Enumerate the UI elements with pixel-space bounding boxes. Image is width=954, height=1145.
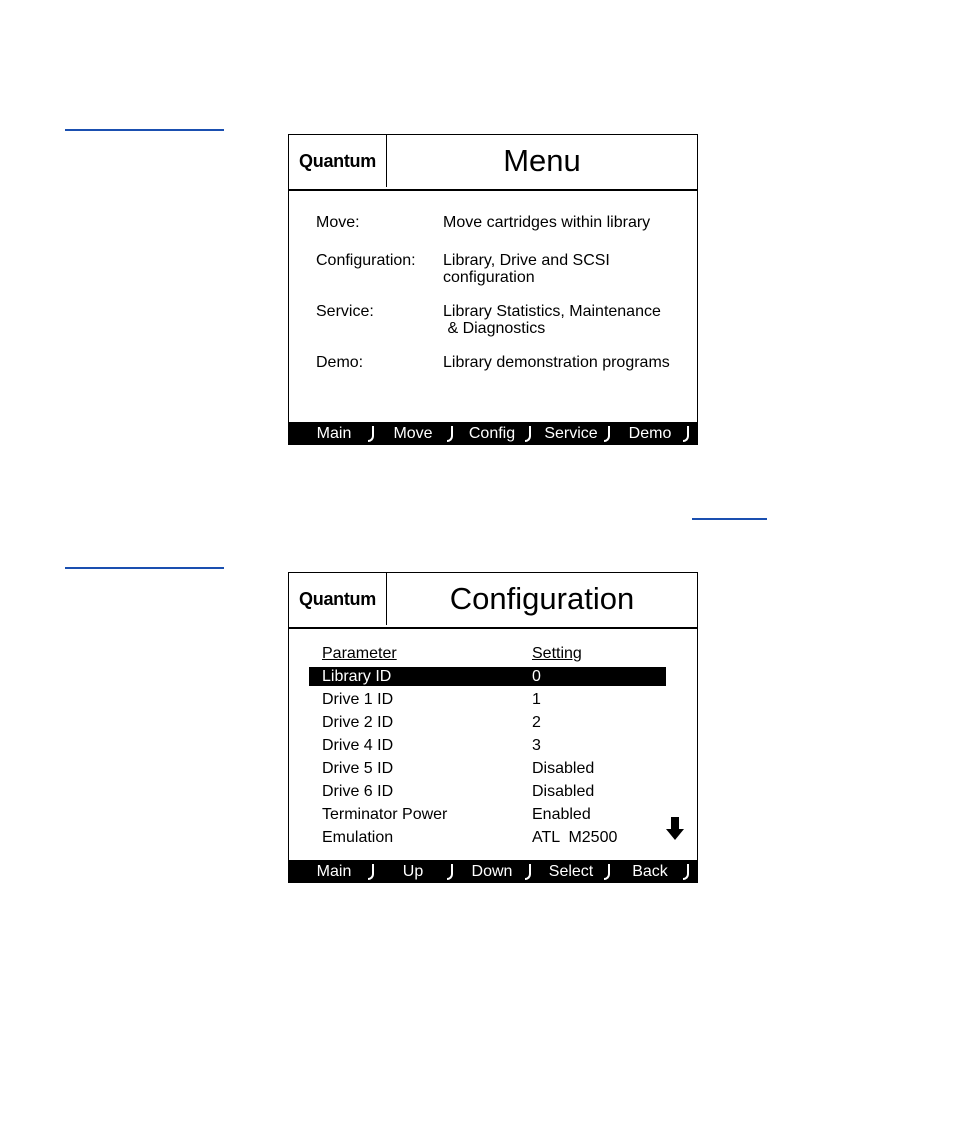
config-parameter: Drive 2 ID: [322, 714, 394, 731]
softkey-main[interactable]: Main: [316, 425, 352, 442]
menu-softkey-bar: [289, 422, 697, 444]
configuration-screen-title: Configuration: [449, 581, 635, 616]
softkey-main[interactable]: Main: [316, 863, 352, 880]
menu-item-key: Service:: [316, 303, 374, 320]
menu-item-description: Library demonstration programs: [443, 354, 670, 371]
config-setting: 0: [532, 668, 541, 685]
softkey-up[interactable]: Up: [402, 863, 424, 880]
menu-item-key: Move:: [316, 214, 360, 231]
config-row-drive-2-id[interactable]: [309, 713, 666, 732]
configuration-screen-header: [289, 573, 697, 629]
menu-screen: [288, 134, 698, 445]
softkey-divider: [447, 426, 453, 442]
softkey-select[interactable]: Select: [548, 863, 594, 880]
softkey-divider: [368, 426, 374, 442]
config-row-drive-5-id[interactable]: [309, 759, 666, 778]
quantum-logo: Quantum: [289, 135, 387, 187]
menu-item-description: Library Statistics, Maintenance & Diagnostics: [443, 303, 661, 337]
softkey-move[interactable]: Move: [393, 425, 433, 442]
menu-item-description: Library, Drive and SCSI configuration: [443, 252, 610, 286]
figure-rule-top: [65, 129, 224, 131]
config-setting: 1: [532, 691, 541, 708]
menu-screen-title: Menu: [503, 143, 581, 178]
config-parameter: Library ID: [322, 668, 392, 685]
softkey-config[interactable]: Config: [468, 425, 516, 442]
config-parameter: Emulation: [322, 829, 394, 846]
menu-item-key: Demo:: [316, 354, 364, 371]
softkey-down[interactable]: Down: [471, 863, 513, 880]
softkey-divider: [368, 864, 374, 880]
config-row-drive-1-id[interactable]: [309, 690, 666, 709]
down-arrow-icon[interactable]: [665, 817, 685, 841]
quantum-logo: Quantum: [289, 573, 387, 625]
menu-item-description: Move cartridges within library: [443, 214, 651, 231]
config-row-drive-6-id[interactable]: [309, 782, 666, 801]
column-header-setting: Setting: [532, 645, 582, 662]
config-setting: 2: [532, 714, 541, 731]
softkey-service[interactable]: Service: [544, 425, 598, 442]
menu-item-key: Configuration:: [316, 252, 416, 269]
config-parameter: Drive 5 ID: [322, 760, 394, 777]
config-parameter: Drive 1 ID: [322, 691, 394, 708]
config-parameter: Drive 4 ID: [322, 737, 394, 754]
config-parameter: Drive 6 ID: [322, 783, 394, 800]
softkey-back[interactable]: Back: [632, 863, 668, 880]
config-setting: 3: [532, 737, 541, 754]
config-setting: Enabled: [532, 806, 591, 823]
softkey-divider: [525, 864, 531, 880]
configuration-softkey-bar: [289, 860, 697, 882]
config-parameter: Terminator Power: [322, 806, 448, 823]
softkey-divider: [447, 864, 453, 880]
config-setting: ATL M2500: [532, 829, 618, 846]
softkey-demo[interactable]: Demo: [628, 425, 672, 442]
column-header-parameter: Parameter: [322, 645, 397, 662]
softkey-divider: [525, 426, 531, 442]
figure-rule-bottom: [65, 567, 224, 569]
configuration-screen: [288, 572, 698, 883]
config-row-emulation[interactable]: [309, 828, 666, 847]
config-setting: Disabled: [532, 783, 595, 800]
menu-screen-header: [289, 135, 697, 191]
config-setting: Disabled: [532, 760, 595, 777]
config-row-library-id[interactable]: [309, 667, 666, 686]
cross-reference-link[interactable]: [692, 518, 767, 520]
config-row-drive-4-id[interactable]: [309, 736, 666, 755]
config-row-terminator-power[interactable]: [309, 805, 666, 824]
